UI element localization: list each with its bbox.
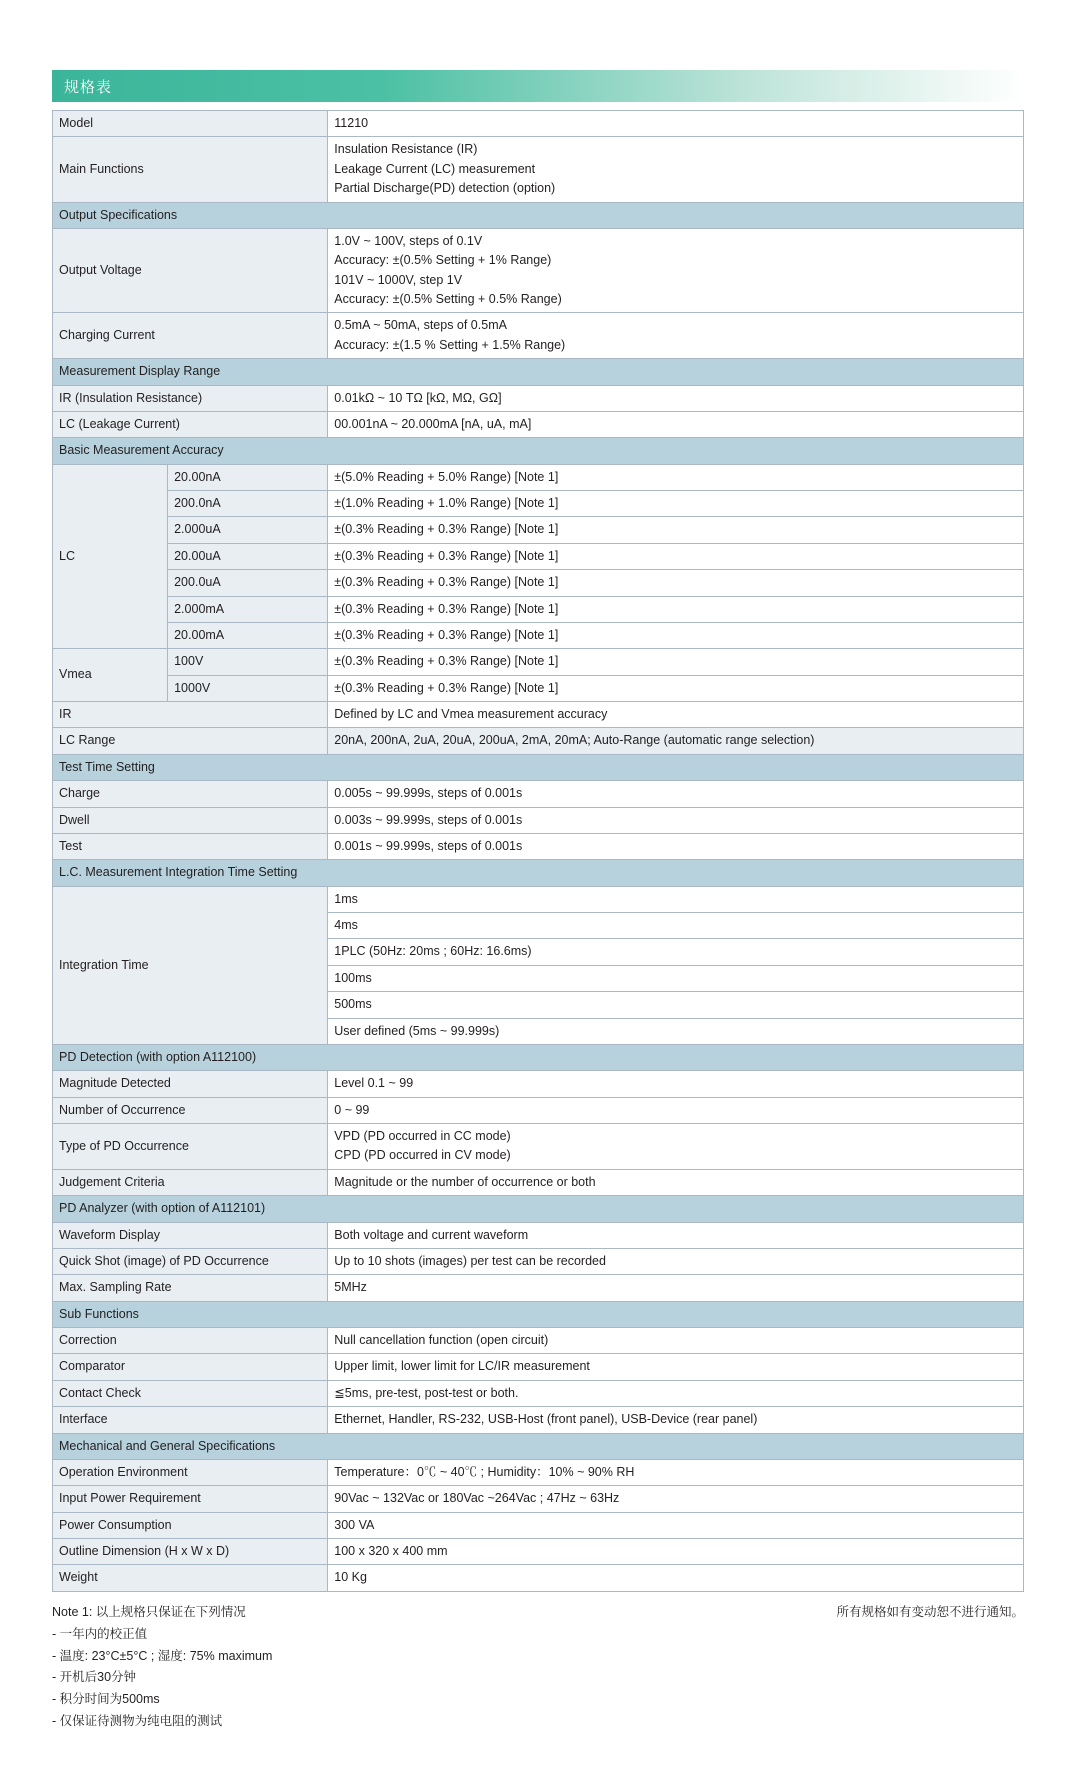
table-row <box>53 385 1024 411</box>
table-row <box>53 1071 1024 1097</box>
spec-value-cell: Up to 10 shots (images) per test can be recorded <box>328 1248 1024 1274</box>
table-row <box>53 1124 1024 1170</box>
spec-range-cell: 20.00nA <box>168 464 328 490</box>
spec-range-cell: 100V <box>168 649 328 675</box>
section-header: Output Specifications <box>53 202 1024 228</box>
spec-value-cell: 0.005s ~ 99.999s, steps of 0.001s <box>328 781 1024 807</box>
spec-value-line: VPD (PD occurred in CC mode) <box>334 1129 511 1143</box>
spec-range-cell: 2.000uA <box>168 517 328 543</box>
table-row <box>53 1222 1024 1248</box>
spec-group-label-cell: LC <box>53 464 168 649</box>
spec-value-line: Partial Discharge(PD) detection (option) <box>334 181 556 196</box>
spec-value-cell: 10 Kg <box>328 1565 1024 1591</box>
spec-value-cell: ±(5.0% Reading + 5.0% Range) [Note 1] <box>328 464 1024 490</box>
spec-value-cell: Both voltage and current waveform <box>328 1222 1024 1248</box>
spec-label-cell: Main Functions <box>53 137 328 202</box>
spec-value-line: 1.0V ~ 100V, steps of 0.1V <box>334 233 483 248</box>
spec-value-cell: 4ms <box>328 913 1024 939</box>
notes-block <box>52 1602 1024 1733</box>
table-section-row <box>53 438 1024 464</box>
spec-label-cell: Operation Environment <box>53 1459 328 1485</box>
spec-value-cell: Ethernet, Handler, RS-232, USB-Host (front panel), USB-Device (rear panel) <box>328 1407 1024 1433</box>
spec-group-label-cell: Vmea <box>53 649 168 702</box>
table-row <box>53 1328 1024 1354</box>
table-row <box>53 728 1024 754</box>
section-header: Measurement Display Range <box>53 359 1024 385</box>
table-row <box>53 1565 1024 1591</box>
table-row <box>53 807 1024 833</box>
spec-value-cell: ±(1.0% Reading + 1.0% Range) [Note 1] <box>328 491 1024 517</box>
note-line: - 温度: 23°C±5°C ; 湿度: 75% maximum <box>52 1648 273 1663</box>
spec-label-cell: LC Range <box>53 728 328 754</box>
table-section-row <box>53 359 1024 385</box>
spec-label-cell: Comparator <box>53 1354 328 1380</box>
note-line: - 一年内的校正值 <box>52 1626 148 1641</box>
spec-value-cell <box>328 228 1024 313</box>
spec-label-cell: LC (Leakage Current) <box>53 411 328 437</box>
spec-label-cell: Contact Check <box>53 1380 328 1406</box>
spec-value-line: CPD (PD occurred in CV mode) <box>334 1148 511 1163</box>
section-header: Sub Functions <box>53 1301 1024 1327</box>
spec-value-line: Accuracy: ±(0.5% Setting + 0.5% Range) <box>334 292 562 306</box>
spec-value-cell: ±(0.3% Reading + 0.3% Range) [Note 1] <box>328 622 1024 648</box>
spec-label-cell: Type of PD Occurrence <box>53 1124 328 1170</box>
spec-label-cell: Test <box>53 833 328 859</box>
section-header: Basic Measurement Accuracy <box>53 438 1024 464</box>
table-row <box>53 596 1024 622</box>
spec-value-cell: ≦5ms, pre-test, post-test or both. <box>328 1380 1024 1406</box>
spec-label-cell: Outline Dimension (H x W x D) <box>53 1539 328 1565</box>
spec-value-cell: 1PLC (50Hz: 20ms ; 60Hz: 16.6ms) <box>328 939 1024 965</box>
spec-range-cell: 2.000mA <box>168 596 328 622</box>
notes-heading: Note 1: 以上规格只保证在下列情况 <box>52 1604 246 1619</box>
spec-label-cell: Max. Sampling Rate <box>53 1275 328 1301</box>
table-row <box>53 1380 1024 1406</box>
note-line: - 仅保证待测物为纯电阻的测试 <box>52 1714 223 1729</box>
spec-value-cell: 5MHz <box>328 1275 1024 1301</box>
spec-label-cell: Correction <box>53 1328 328 1354</box>
table-section-row <box>53 1433 1024 1459</box>
spec-value-line: Leakage Current (LC) measurement <box>334 161 536 176</box>
table-section-row <box>53 1301 1024 1327</box>
table-row <box>53 1539 1024 1565</box>
table-row <box>53 1097 1024 1123</box>
spec-range-cell: 20.00mA <box>168 622 328 648</box>
notes-list <box>52 1624 1024 1733</box>
notes-disclaimer: 所有规格如有变动恕不进行通知。 <box>836 1604 1024 1619</box>
spec-value-cell: 0.01kΩ ~ 10 TΩ [kΩ, MΩ, GΩ] <box>328 385 1024 411</box>
spec-value-cell: 300 VA <box>328 1512 1024 1538</box>
section-header: L.C. Measurement Integration Time Setting <box>53 860 1024 886</box>
section-header: PD Detection (with option A112100) <box>53 1044 1024 1070</box>
spec-label-cell: Output Voltage <box>53 228 328 313</box>
specifications-table <box>52 110 1024 1592</box>
spec-range-cell: 200.0nA <box>168 491 328 517</box>
table-row <box>53 570 1024 596</box>
spec-label-cell: Judgement Criteria <box>53 1169 328 1195</box>
spec-value-cell: ±(0.3% Reading + 0.3% Range) [Note 1] <box>328 596 1024 622</box>
table-row <box>53 517 1024 543</box>
spec-label-cell: Number of Occurrence <box>53 1097 328 1123</box>
table-row <box>53 1169 1024 1195</box>
spec-value-line: 0.5mA ~ 50mA, steps of 0.5mA <box>334 318 507 333</box>
spec-range-cell: 200.0uA <box>168 570 328 596</box>
table-row <box>53 464 1024 490</box>
spec-label-cell: Dwell <box>53 807 328 833</box>
spec-label-cell: IR <box>53 702 328 728</box>
spec-value-cell: Level 0.1 ~ 99 <box>328 1071 1024 1097</box>
spec-value-cell: ±(0.3% Reading + 0.3% Range) [Note 1] <box>328 543 1024 569</box>
table-row <box>53 411 1024 437</box>
spec-value-cell: Defined by LC and Vmea measurement accuracy <box>328 702 1024 728</box>
page-banner <box>52 70 1024 102</box>
spec-label-cell: Interface <box>53 1407 328 1433</box>
section-header: PD Analyzer (with option of A112101) <box>53 1196 1024 1222</box>
spec-value-cell: 90Vac ~ 132Vac or 180Vac ~264Vac ; 47Hz ~ 63Hz <box>328 1486 1024 1512</box>
spec-value-cell <box>328 1124 1024 1170</box>
spec-value-cell: User defined (5ms ~ 99.999s) <box>328 1018 1024 1044</box>
spec-value-cell: Temperature：0℃ ~ 40℃ ; Humidity：10% ~ 90% RH <box>328 1459 1024 1485</box>
table-row <box>53 1407 1024 1433</box>
spec-range-cell: 1000V <box>168 675 328 701</box>
spec-value-cell: 0.003s ~ 99.999s, steps of 0.001s <box>328 807 1024 833</box>
spec-value-cell: ±(0.3% Reading + 0.3% Range) [Note 1] <box>328 675 1024 701</box>
spec-value-cell: ±(0.3% Reading + 0.3% Range) [Note 1] <box>328 517 1024 543</box>
table-section-row <box>53 1044 1024 1070</box>
spec-value-cell: Upper limit, lower limit for LC/IR measurement <box>328 1354 1024 1380</box>
table-row <box>53 313 1024 359</box>
section-header: Test Time Setting <box>53 754 1024 780</box>
table-row <box>53 543 1024 569</box>
table-row <box>53 1248 1024 1274</box>
spec-label-cell: Charge <box>53 781 328 807</box>
table-row <box>53 1275 1024 1301</box>
note-line: - 积分时间为500ms <box>52 1692 160 1707</box>
table-row <box>53 622 1024 648</box>
spec-label-cell: Model <box>53 111 328 137</box>
spec-label-cell: IR (Insulation Resistance) <box>53 385 328 411</box>
spec-value-line: Insulation Resistance (IR) <box>334 142 478 157</box>
table-row <box>53 649 1024 675</box>
banner-title: 规格表 <box>64 78 113 96</box>
spec-value-cell: 1ms <box>328 886 1024 912</box>
spec-label-cell: Power Consumption <box>53 1512 328 1538</box>
table-row <box>53 702 1024 728</box>
spec-value-cell <box>328 313 1024 359</box>
table-row <box>53 886 1024 912</box>
table-section-row <box>53 202 1024 228</box>
spec-value-cell: ±(0.3% Reading + 0.3% Range) [Note 1] <box>328 649 1024 675</box>
spec-value-cell: 0.001s ~ 99.999s, steps of 0.001s <box>328 833 1024 859</box>
table-row <box>53 137 1024 202</box>
table-row <box>53 1512 1024 1538</box>
table-row <box>53 228 1024 313</box>
spec-group-label-cell: Integration Time <box>53 886 328 1044</box>
spec-label-cell: Quick Shot (image) of PD Occurrence <box>53 1248 328 1274</box>
table-section-row <box>53 1196 1024 1222</box>
table-section-row <box>53 860 1024 886</box>
spec-label-cell: Charging Current <box>53 313 328 359</box>
spec-label-cell: Magnitude Detected <box>53 1071 328 1097</box>
spec-value-cell: 0 ~ 99 <box>328 1097 1024 1123</box>
spec-value-line: 101V ~ 1000V, step 1V <box>334 272 463 287</box>
table-row <box>53 833 1024 859</box>
spec-value-cell: 20nA, 200nA, 2uA, 20uA, 200uA, 2mA, 20mA; Auto-Range (automatic range selection) <box>328 728 1024 754</box>
spec-value-cell: 100ms <box>328 965 1024 991</box>
table-row <box>53 1354 1024 1380</box>
notes-heading-row <box>52 1602 1024 1624</box>
table-section-row <box>53 754 1024 780</box>
spec-value-cell: 00.001nA ~ 20.000mA [nA, uA, mA] <box>328 411 1024 437</box>
spec-value-line: Accuracy: ±(0.5% Setting + 1% Range) <box>334 253 552 268</box>
table-row <box>53 111 1024 137</box>
section-header: Mechanical and General Specifications <box>53 1433 1024 1459</box>
table-row <box>53 1459 1024 1485</box>
spec-value-cell: Magnitude or the number of occurrence or both <box>328 1169 1024 1195</box>
table-row <box>53 781 1024 807</box>
spec-label-cell: Weight <box>53 1565 328 1591</box>
spec-label-cell: Input Power Requirement <box>53 1486 328 1512</box>
spec-value-cell: 500ms <box>328 992 1024 1018</box>
spec-value-cell: 100 x 320 x 400 mm <box>328 1539 1024 1565</box>
table-row <box>53 675 1024 701</box>
spec-value-cell: Null cancellation function (open circuit) <box>328 1328 1024 1354</box>
spec-value-line: Accuracy: ±(1.5 % Setting + 1.5% Range) <box>334 337 566 352</box>
table-row <box>53 491 1024 517</box>
specifications-body <box>53 111 1024 1592</box>
spec-value-cell: 11210 <box>328 111 1024 137</box>
table-row <box>53 1486 1024 1512</box>
note-line: - 开机后30分钟 <box>52 1670 137 1685</box>
spec-value-cell <box>328 137 1024 202</box>
spec-label-cell: Waveform Display <box>53 1222 328 1248</box>
spec-value-cell: ±(0.3% Reading + 0.3% Range) [Note 1] <box>328 570 1024 596</box>
spec-range-cell: 20.00uA <box>168 543 328 569</box>
